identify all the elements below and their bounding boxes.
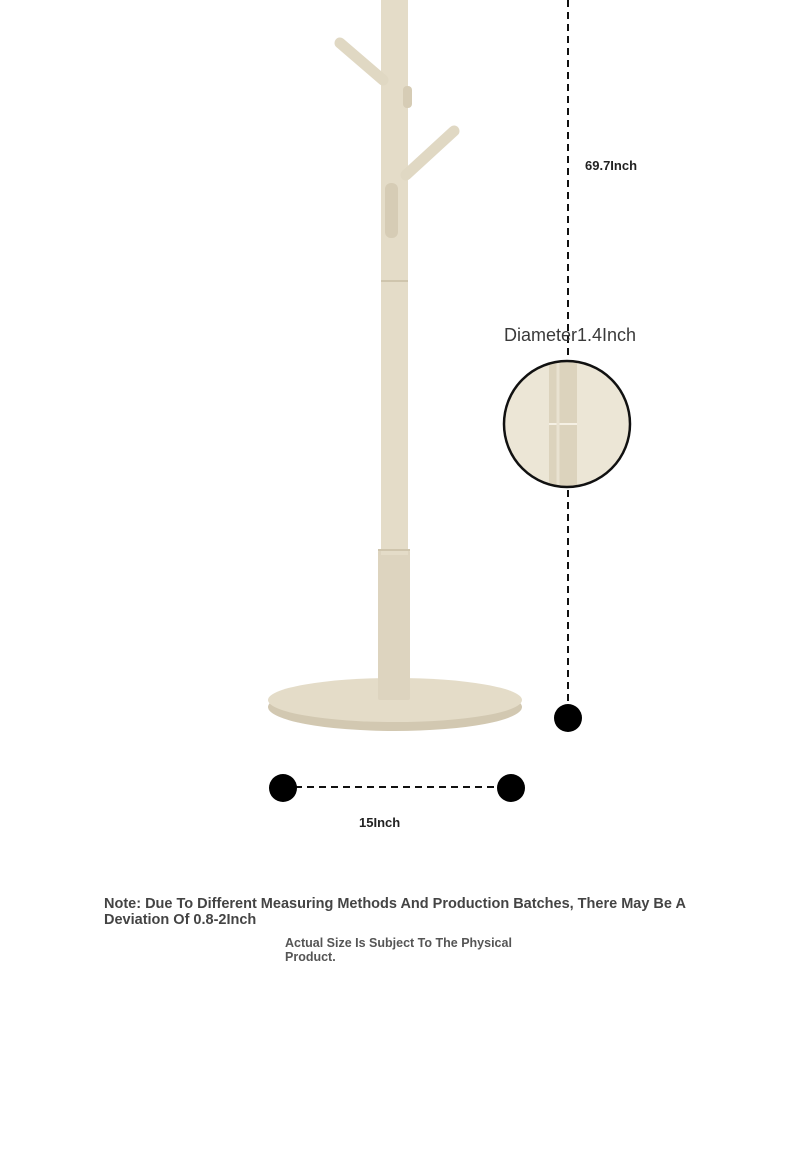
coat-rack [268,0,522,731]
width-dimension [269,774,525,802]
height-label: 69.7Inch [585,158,638,173]
actual-size-note: Actual Size Is Subject To The Physical Product. [285,936,512,964]
rack-hook-right [403,86,412,108]
measurement-note: Note: Due To Different Measuring Methods And Production Batches, There May Be A Deviation Of 0.8-2Inch [104,896,686,928]
rack-arm-left [340,43,383,80]
width-endpoint-left-marker [269,774,297,802]
height-endpoint-marker [554,704,582,732]
diameter-label: Diameter1.4Inch [504,325,637,345]
rack-hook-left [385,183,398,238]
diameter-zoom-lens [504,355,630,495]
rack-arm-right [406,131,454,175]
base-width-label: 15Inch [359,815,401,830]
width-endpoint-right-marker [497,774,525,802]
rack-lower-sleeve [378,550,410,700]
